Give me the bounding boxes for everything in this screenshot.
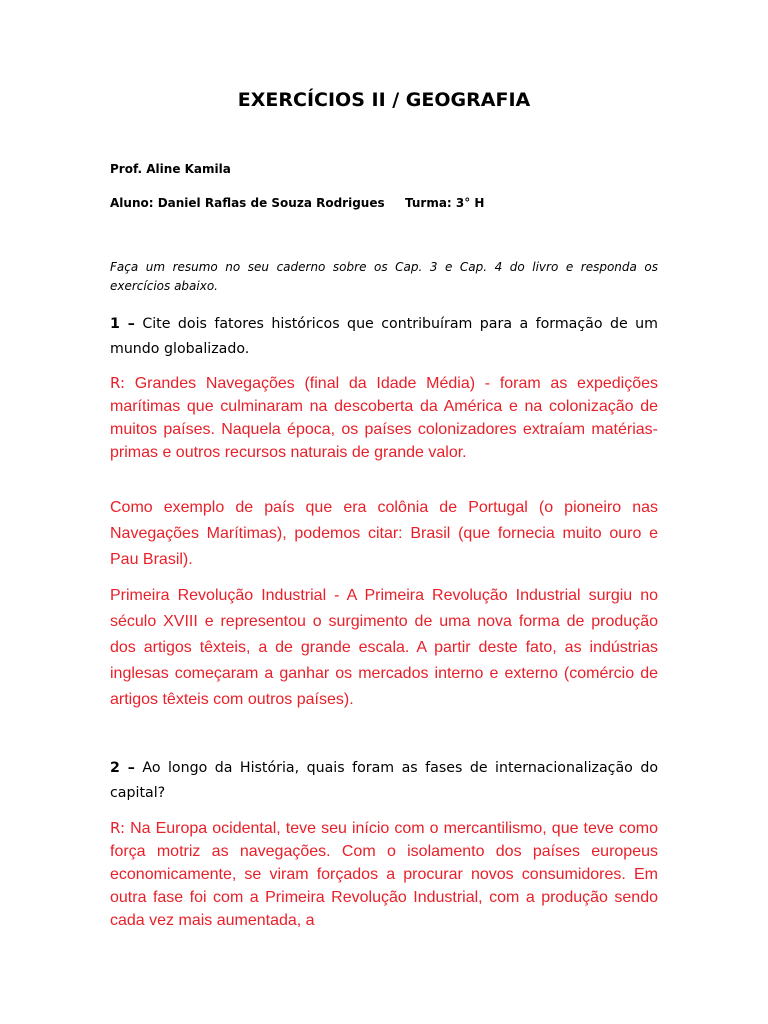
- teacher-name: Prof. Aline Kamila: [110, 162, 231, 176]
- answer-1-paragraph-2: Como exemplo de país que era colônia de Portugal (o pioneiro nas Navegações Marítimas), podemos citar: Brasil (que fornecia muito ouro e Pau Brasil).: [110, 499, 658, 568]
- answer-1-text-1: Grandes Navegações (final da Idade Média) - foram as expedições marítimas que culminaram na descoberta da América e na colonização de muitos países. Naquela época, os países colonizadores extraíam matérias-primas e outros recursos naturais de grande valor.: [110, 375, 658, 461]
- answer-1-paragraph-3: Primeira Revolução Industrial - A Primeira Revolução Industrial surgiu no século XVIII e representou o surgimento de uma nova forma de produção dos artigos têxteis, a de grande escala. A partir deste fato, as indústrias inglesas começaram a ganhar os mercados interno e externo (comércio de artigos têxteis com outros países).: [110, 587, 658, 708]
- question-2: [110, 756, 658, 806]
- student-name: Aluno: Daniel Raflas de Souza Rodrigues: [110, 196, 385, 210]
- answer-2-text-1: Na Europa ocidental, teve seu início com o mercantilismo, que teve como força motriz as navegações. Com o isolamento dos países europeus economicamente, se viram forçados a procurar novos consumidores. Em outra fase foi com a Primeira Revolução Industrial, com a produção sendo cada vez mais aumentada, a: [110, 820, 658, 929]
- answer-2-paragraph-1: [110, 817, 658, 932]
- question-1-number: 1 –: [110, 316, 135, 332]
- answer-1-paragraph-1: [110, 372, 658, 464]
- page-title: EXERCÍCIOS II / GEOGRAFIA: [237, 89, 531, 111]
- instructions: Faça um resumo no seu caderno sobre os Cap. 3 e Cap. 4 do livro e responda os exercícios abaixo.: [110, 260, 658, 293]
- question-2-number: 2 –: [110, 760, 135, 776]
- question-2-text: Ao longo da História, quais foram as fases de internacionalização do capital?: [110, 760, 659, 801]
- question-1-text: Cite dois fatores históricos que contribuíram para a formação de um mundo globalizado.: [110, 316, 658, 357]
- class-label: Turma: 3° H: [405, 196, 485, 210]
- question-1: [110, 312, 658, 362]
- answer-2-label: R:: [110, 819, 126, 837]
- answer-1-label: R:: [110, 374, 126, 392]
